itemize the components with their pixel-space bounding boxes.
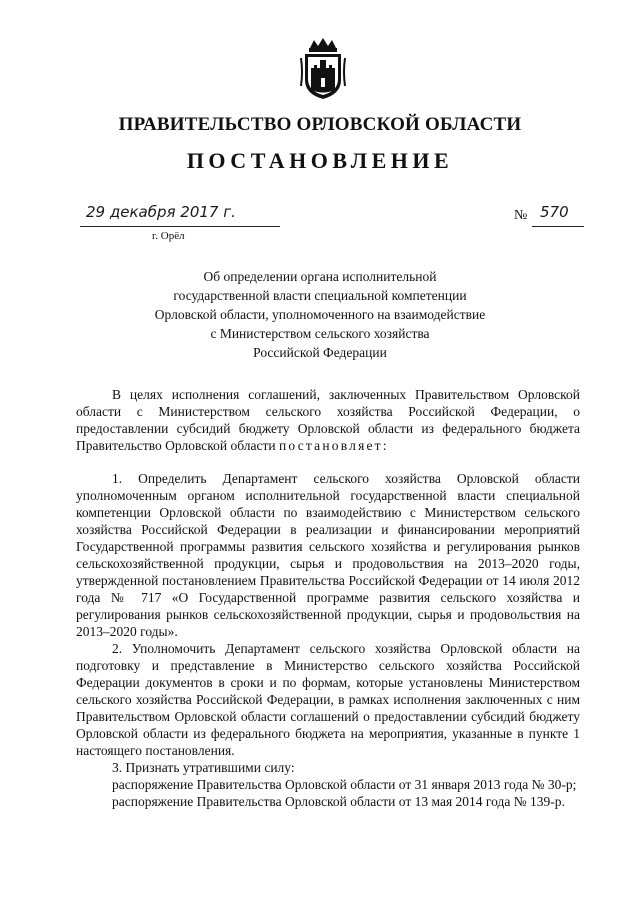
resolves-word: постановляет:: [279, 438, 389, 453]
document-number: 570: [540, 203, 569, 221]
subject-line: государственной власти специальной компетенции: [173, 288, 467, 303]
number-prefix: №: [514, 208, 528, 223]
subject-line: Орловской области, уполномоченного на взаимодействие: [154, 307, 486, 322]
item-3-paragraph: 3. Признать утратившими силу:: [112, 760, 295, 775]
coat-of-arms-icon: [300, 38, 346, 100]
document-subject: [0, 267, 640, 362]
item-2-paragraph: 2. Уполномочить Департамент сельского хозяйства Орловской области на подготовку и представление в Министерство сельского хозяйства Российской Федерации документов в сроки и по формам, которые установлены Министерством сельского хозяйства Российской Федерации, в рамках исполнения заключенных с ним Правительством Орловской области соглашений о предоставлении субсидий бюджету Орловской области из федерального бюджета на мероприятия, указанные в пункте 1 настоящего постановления.: [76, 641, 580, 758]
item-3b-paragraph: распоряжение Правительства Орловской области от 13 мая 2014 года № 139-р.: [112, 794, 565, 809]
preamble-text: В целях исполнения соглашений, заключенных Правительством Орловской области с Министерством сельского хозяйства Российской Федерации, о предоставлении субсидий бюджету Орловской области из федерального бюджета Правительство Орловской области: [76, 387, 580, 453]
preamble-paragraph: [76, 386, 580, 454]
government-title: ПРАВИТЕЛЬСТВО ОРЛОВСКОЙ ОБЛАСТИ: [118, 114, 522, 135]
document-type-title: ПОСТАНОВЛЕНИЕ: [186, 148, 454, 173]
item-3a-paragraph: распоряжение Правительства Орловской области от 31 января 2013 года № 30-р;: [112, 777, 577, 792]
document-date: 29 декабря 2017 г.: [86, 203, 236, 221]
subject-line: с Министерством сельского хозяйства: [210, 326, 430, 341]
document-place: г. Орёл: [152, 230, 185, 242]
item-1-paragraph: 1. Определить Департамент сельского хозяйства Орловской области уполномоченным органом исполнительной государственной власти специальной компетенции Орловской области по взаимодействию с Министерством сельского хозяйства Российской Федерации в реализации и финансировании мероприятий Государственной программы развития сельского хозяйства и регулирования рынков сельскохозяйственной продукции, сырья и продовольствия на 2013–2020 годы, утвержденной постановлением Правительства Российской Федерации от 14 июля 2012 года № 717 «О Государственной программе развития сельского хозяйства и регулирования рынков сельскохозяйственной продукции, сырья и продовольствия на 2013–2020 годы».: [76, 471, 580, 639]
document-body: [76, 386, 580, 810]
subject-line: Об определении органа исполнительной: [203, 269, 437, 284]
subject-line: Российской Федерации: [253, 345, 387, 360]
